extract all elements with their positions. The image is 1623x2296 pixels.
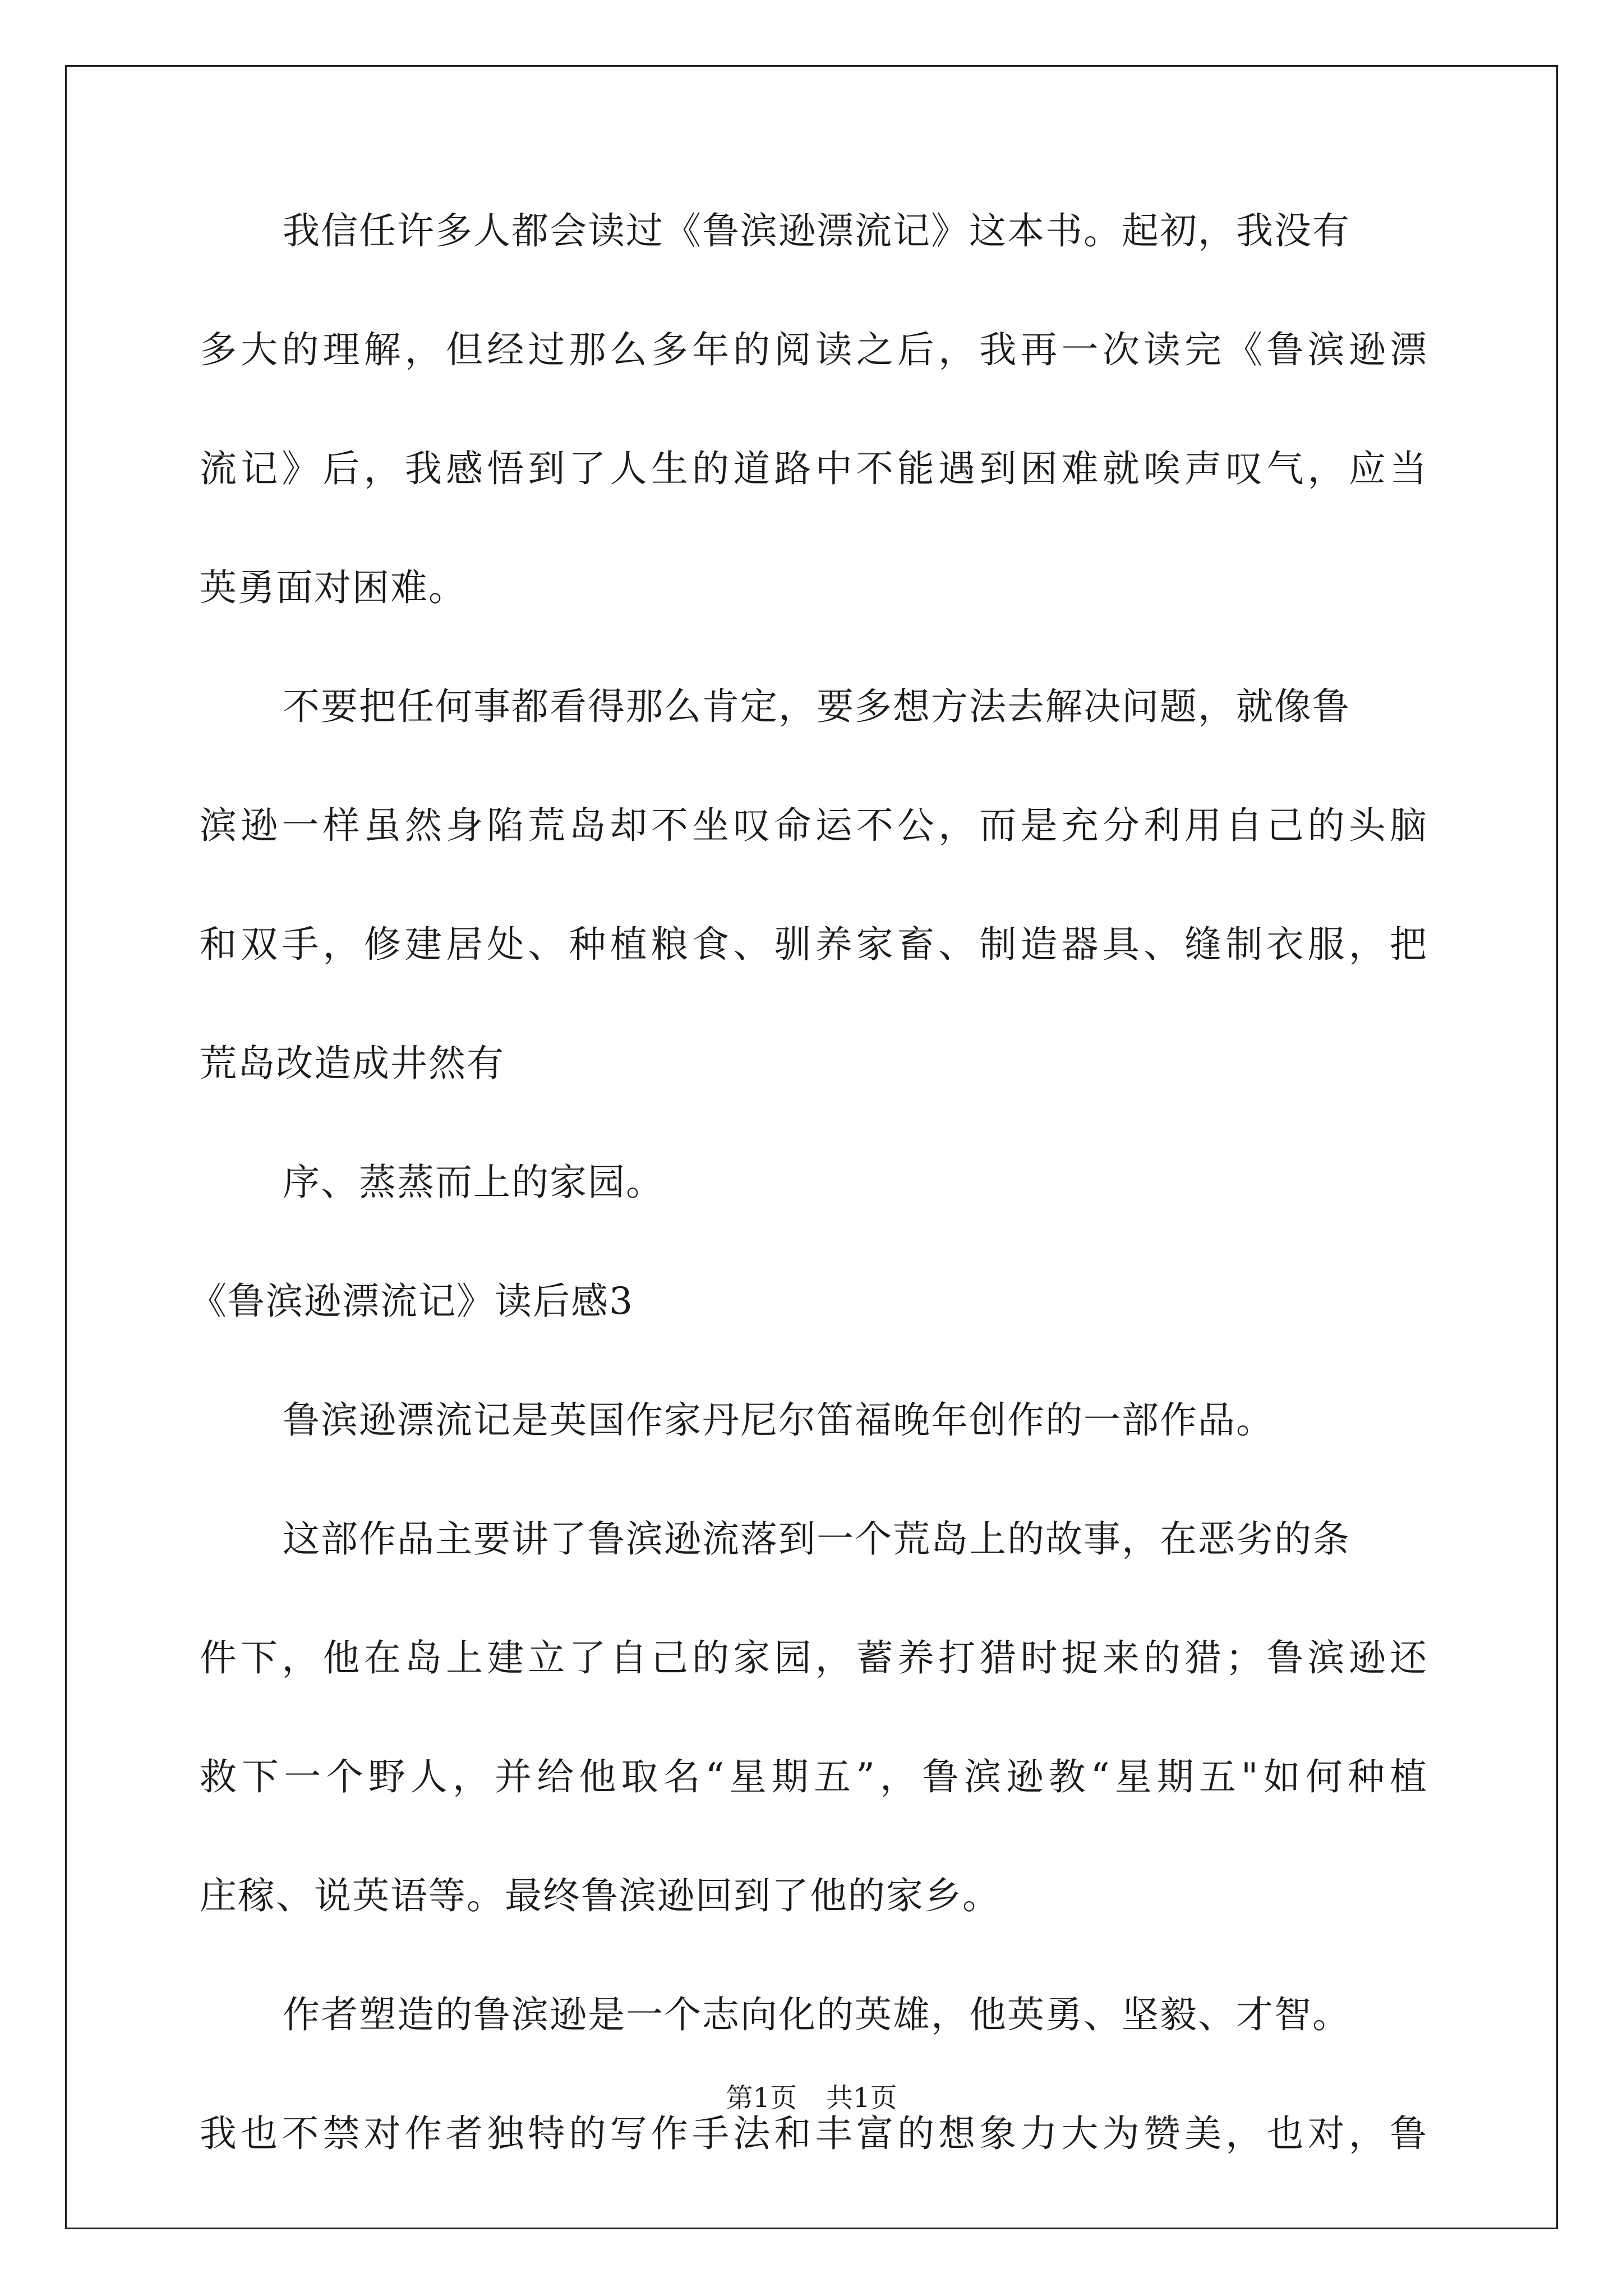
document-body (190, 209, 1428, 2230)
paragraph-line: 英勇面对困难。 (200, 566, 467, 609)
paragraph-line: 流记》后，我感悟到了人生的道路中不能遇到困难就唉声叹气，应当 (200, 447, 1428, 490)
paragraph-line: 荒岛改造成井然有 (200, 1042, 505, 1085)
paragraph-line: 作者塑造的鲁滨逊是一个志向化的英雄，他英勇、坚毅、才智。 (283, 1993, 1350, 2036)
paragraph-line: 我信任许多人都会读过《鲁滨逊漂流记》这本书。起初，我没有 (283, 209, 1350, 252)
paragraph-line: 多大的理解，但经过那么多年的阅读之后，我再一次读完《鲁滨逊漂 (200, 328, 1428, 371)
section-heading: 《鲁滨逊漂流记》读后感3 (190, 1280, 634, 1323)
paragraph-line: 件下，他在岛上建立了自己的家园，蓄养打猎时捉来的猎；鲁滨逊还 (200, 1636, 1428, 1680)
paragraph-line: 鲁滨逊漂流记是英国作家丹尼尔笛福晚年创作的一部作品。 (283, 1398, 1274, 1442)
paragraph-line: 滨逊一样虽然身陷荒岛却不坐叹命运不公，而是充分利用自己的头脑 (200, 804, 1428, 847)
page-footer (0, 2081, 1623, 2115)
paragraph-line: 和双手，修建居处、种植粮食、驯养家畜、制造器具、缝制衣服，把 (200, 923, 1428, 966)
paragraph-line: 救下一个野人，并给他取名“星期五”，鲁滨逊教“星期五"如何种植 (200, 1755, 1428, 1798)
paragraph-line: 序、蒸蒸而上的家园。 (283, 1161, 664, 1204)
paragraph-line: 这部作品主要讲了鲁滨逊流落到一个荒岛上的故事，在恶劣的条 (283, 1517, 1350, 1561)
paragraph-line: 庄稼、说英语等。最终鲁滨逊回到了他的家乡。 (200, 1874, 1000, 1917)
page-total: 共1页 (826, 2082, 897, 2114)
paragraph-line: 我也不禁对作者独特的写作手法和丰富的想象力大为赞美，也对，鲁 (200, 2112, 1428, 2155)
page-number: 第1页 (726, 2082, 797, 2114)
paragraph-line: 不要把任何事都看得那么肯定，要多想方法去解决问题，就像鲁 (283, 685, 1350, 728)
